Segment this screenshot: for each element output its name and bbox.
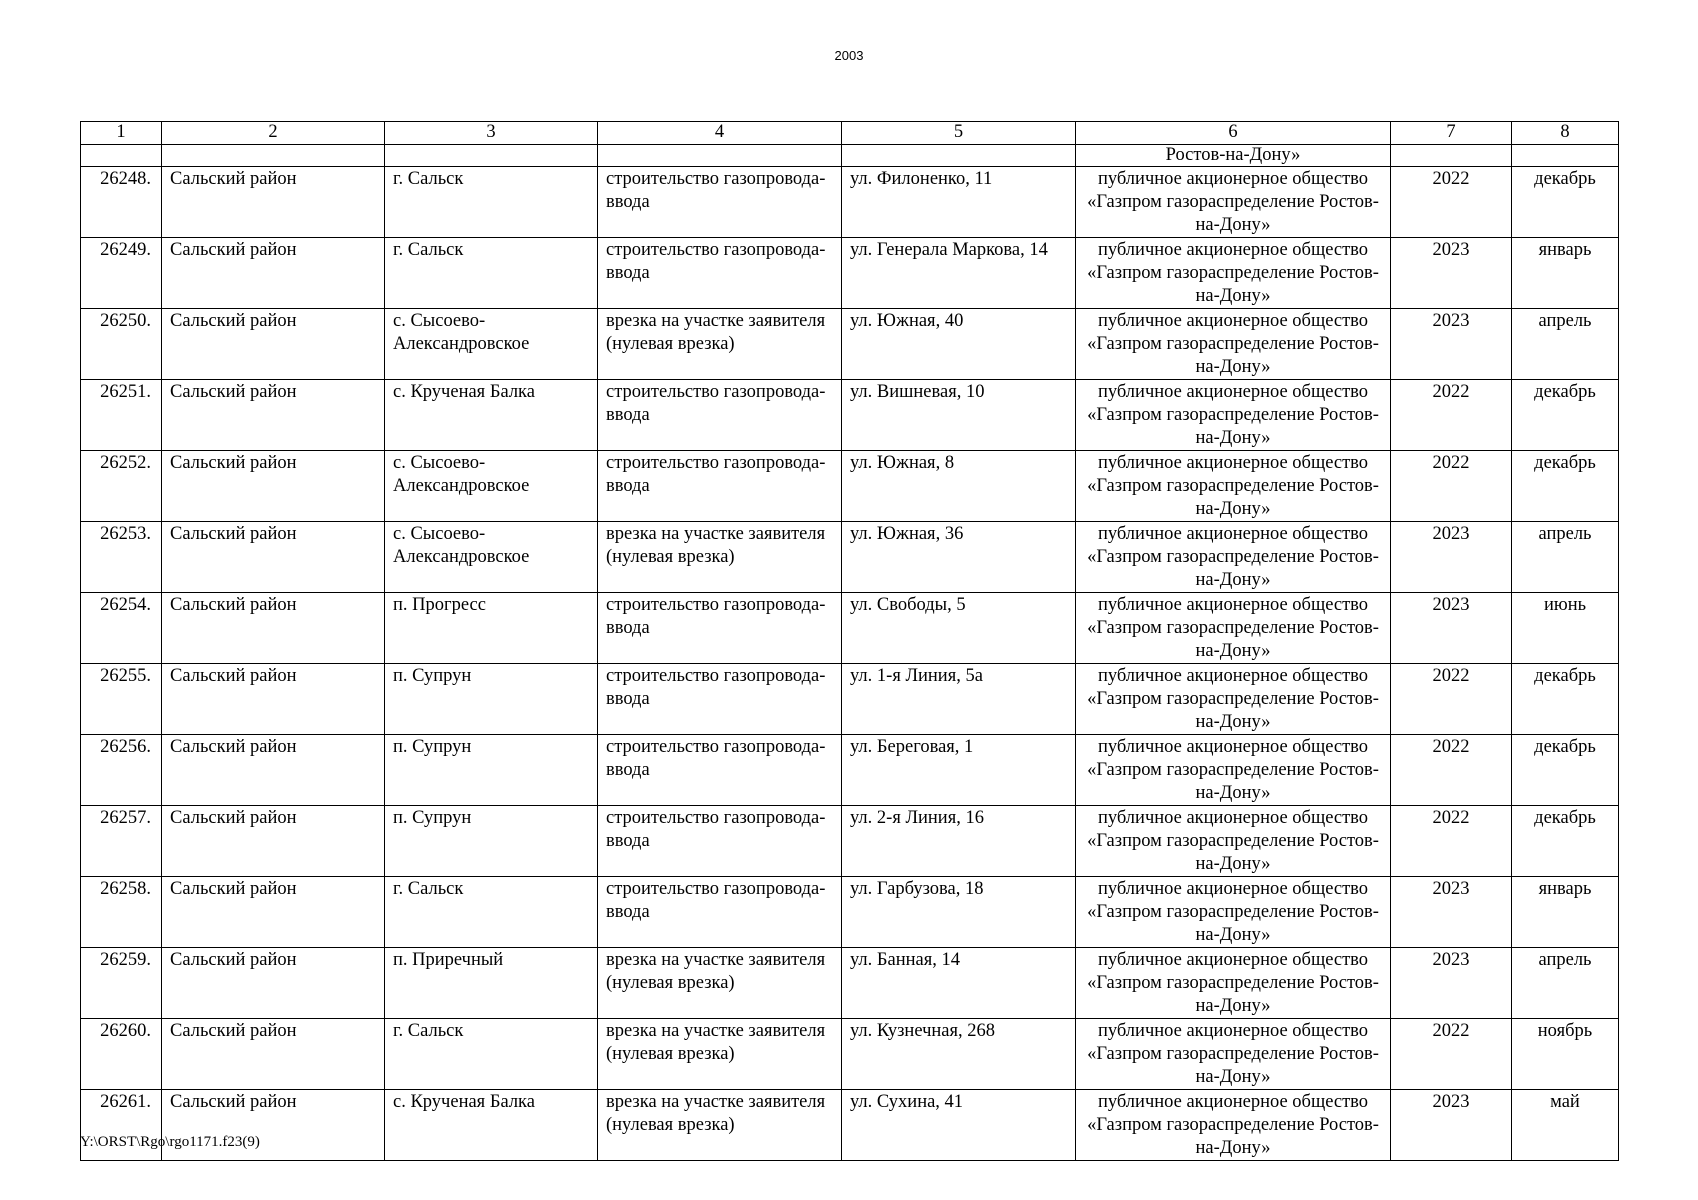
address-cell: ул. Свободы, 5 bbox=[842, 593, 1076, 664]
table-row bbox=[81, 593, 1619, 664]
address-cell: ул. Кузнечная, 268 bbox=[842, 1019, 1076, 1090]
organization-cell: публичное акционерное общество «Газпром газораспределение Ростов-на-Дону» bbox=[1076, 380, 1391, 451]
month-cell: январь bbox=[1512, 238, 1619, 309]
district-cell: Сальский район bbox=[162, 522, 385, 593]
table-cell bbox=[842, 145, 1076, 167]
table-row bbox=[81, 309, 1619, 380]
settlement-cell: с. Крученая Балка bbox=[385, 380, 598, 451]
organization-cell: публичное акционерное общество «Газпром газораспределение Ростов-на-Дону» bbox=[1076, 593, 1391, 664]
district-cell: Сальский район bbox=[162, 451, 385, 522]
district-cell: Сальский район bbox=[162, 877, 385, 948]
district-cell: Сальский район bbox=[162, 167, 385, 238]
row-number-cell: 26252. bbox=[81, 451, 162, 522]
table-row bbox=[81, 877, 1619, 948]
district-cell: Сальский район bbox=[162, 238, 385, 309]
district-cell: Сальский район bbox=[162, 380, 385, 451]
month-cell: декабрь bbox=[1512, 380, 1619, 451]
district-cell: Сальский район bbox=[162, 806, 385, 877]
org-continuation-cell: Ростов-на-Дону» bbox=[1076, 145, 1391, 167]
row-number-cell: 26256. bbox=[81, 735, 162, 806]
work-type-cell: строительство газопровода-ввода bbox=[598, 735, 842, 806]
organization-cell: публичное акционерное общество «Газпром газораспределение Ростов-на-Дону» bbox=[1076, 806, 1391, 877]
work-type-cell: строительство газопровода-ввода bbox=[598, 806, 842, 877]
month-cell: декабрь bbox=[1512, 735, 1619, 806]
table-cell bbox=[385, 145, 598, 167]
organization-cell: публичное акционерное общество «Газпром газораспределение Ростов-на-Дону» bbox=[1076, 238, 1391, 309]
address-cell: ул. Гарбузова, 18 bbox=[842, 877, 1076, 948]
work-type-cell: строительство газопровода-ввода bbox=[598, 664, 842, 735]
header-cell: 2 bbox=[162, 122, 385, 145]
table-row bbox=[81, 806, 1619, 877]
year-cell: 2022 bbox=[1391, 167, 1512, 238]
address-cell: ул. Генерала Маркова, 14 bbox=[842, 238, 1076, 309]
settlement-cell: г. Сальск bbox=[385, 238, 598, 309]
address-cell: ул. Южная, 36 bbox=[842, 522, 1076, 593]
year-cell: 2023 bbox=[1391, 522, 1512, 593]
work-type-cell: строительство газопровода-ввода bbox=[598, 167, 842, 238]
table-row bbox=[81, 948, 1619, 1019]
organization-cell: публичное акционерное общество «Газпром газораспределение Ростов-на-Дону» bbox=[1076, 1090, 1391, 1161]
table-cell bbox=[1391, 145, 1512, 167]
row-number-cell: 26249. bbox=[81, 238, 162, 309]
work-type-cell: строительство газопровода-ввода bbox=[598, 238, 842, 309]
address-cell: ул. 1-я Линия, 5а bbox=[842, 664, 1076, 735]
district-cell: Сальский район bbox=[162, 1090, 385, 1161]
work-type-cell: строительство газопровода-ввода bbox=[598, 877, 842, 948]
work-type-cell: врезка на участке заявителя (нулевая врезка) bbox=[598, 1090, 842, 1161]
district-cell: Сальский район bbox=[162, 309, 385, 380]
district-cell: Сальский район bbox=[162, 948, 385, 1019]
settlement-cell: с. Сысоево-Александровское bbox=[385, 522, 598, 593]
month-cell: апрель bbox=[1512, 309, 1619, 380]
table-cell bbox=[1512, 145, 1619, 167]
organization-cell: публичное акционерное общество «Газпром газораспределение Ростов-на-Дону» bbox=[1076, 1019, 1391, 1090]
header-cell: 5 bbox=[842, 122, 1076, 145]
address-cell: ул. 2-я Линия, 16 bbox=[842, 806, 1076, 877]
settlement-cell: с. Крученая Балка bbox=[385, 1090, 598, 1161]
header-cell: 3 bbox=[385, 122, 598, 145]
row-number-cell: 26259. bbox=[81, 948, 162, 1019]
settlement-cell: г. Сальск bbox=[385, 1019, 598, 1090]
address-cell: ул. Южная, 8 bbox=[842, 451, 1076, 522]
row-number-cell: 26257. bbox=[81, 806, 162, 877]
table-body bbox=[81, 122, 1619, 1161]
row-number-cell: 26253. bbox=[81, 522, 162, 593]
organization-cell: публичное акционерное общество «Газпром газораспределение Ростов-на-Дону» bbox=[1076, 948, 1391, 1019]
table-row bbox=[81, 735, 1619, 806]
year-cell: 2023 bbox=[1391, 1090, 1512, 1161]
page-number: 2003 bbox=[834, 48, 864, 63]
year-cell: 2022 bbox=[1391, 735, 1512, 806]
continuation-row bbox=[81, 145, 1619, 167]
work-type-cell: врезка на участке заявителя (нулевая врезка) bbox=[598, 309, 842, 380]
row-number-cell: 26261. bbox=[81, 1090, 162, 1161]
table-row bbox=[81, 167, 1619, 238]
row-number-cell: 26251. bbox=[81, 380, 162, 451]
address-cell: ул. Южная, 40 bbox=[842, 309, 1076, 380]
work-type-cell: строительство газопровода-ввода bbox=[598, 593, 842, 664]
year-cell: 2022 bbox=[1391, 806, 1512, 877]
district-cell: Сальский район bbox=[162, 664, 385, 735]
settlement-cell: г. Сальск bbox=[385, 167, 598, 238]
month-cell: май bbox=[1512, 1090, 1619, 1161]
header-row bbox=[81, 122, 1619, 145]
row-number-cell: 26250. bbox=[81, 309, 162, 380]
address-cell: ул. Сухина, 41 bbox=[842, 1090, 1076, 1161]
header-cell: 4 bbox=[598, 122, 842, 145]
header-cell: 7 bbox=[1391, 122, 1512, 145]
table-cell bbox=[162, 145, 385, 167]
year-cell: 2023 bbox=[1391, 309, 1512, 380]
organization-cell: публичное акционерное общество «Газпром газораспределение Ростов-на-Дону» bbox=[1076, 167, 1391, 238]
work-type-cell: врезка на участке заявителя (нулевая врезка) bbox=[598, 948, 842, 1019]
table-row bbox=[81, 380, 1619, 451]
month-cell: декабрь bbox=[1512, 167, 1619, 238]
year-cell: 2022 bbox=[1391, 451, 1512, 522]
table-cell bbox=[598, 145, 842, 167]
district-cell: Сальский район bbox=[162, 593, 385, 664]
header-cell: 6 bbox=[1076, 122, 1391, 145]
file-path-footer: Y:\ORST\Rgo\rgo1171.f23(9) bbox=[80, 1134, 260, 1150]
organization-cell: публичное акционерное общество «Газпром газораспределение Ростов-на-Дону» bbox=[1076, 451, 1391, 522]
table-row bbox=[81, 664, 1619, 735]
settlement-cell: п. Прогресс bbox=[385, 593, 598, 664]
work-type-cell: строительство газопровода-ввода bbox=[598, 451, 842, 522]
district-cell: Сальский район bbox=[162, 735, 385, 806]
address-cell: ул. Банная, 14 bbox=[842, 948, 1076, 1019]
header-cell: 1 bbox=[81, 122, 162, 145]
table-row bbox=[81, 1019, 1619, 1090]
organization-cell: публичное акционерное общество «Газпром газораспределение Ростов-на-Дону» bbox=[1076, 664, 1391, 735]
organization-cell: публичное акционерное общество «Газпром газораспределение Ростов-на-Дону» bbox=[1076, 735, 1391, 806]
work-type-cell: врезка на участке заявителя (нулевая врезка) bbox=[598, 522, 842, 593]
address-cell: ул. Филоненко, 11 bbox=[842, 167, 1076, 238]
document-table bbox=[80, 121, 1619, 1161]
year-cell: 2022 bbox=[1391, 664, 1512, 735]
row-number-cell: 26260. bbox=[81, 1019, 162, 1090]
month-cell: июнь bbox=[1512, 593, 1619, 664]
year-cell: 2023 bbox=[1391, 948, 1512, 1019]
row-number-cell: 26248. bbox=[81, 167, 162, 238]
settlement-cell: с. Сысоево-Александровское bbox=[385, 451, 598, 522]
month-cell: январь bbox=[1512, 877, 1619, 948]
table-row bbox=[81, 1090, 1619, 1161]
organization-cell: публичное акционерное общество «Газпром газораспределение Ростов-на-Дону» bbox=[1076, 522, 1391, 593]
month-cell: декабрь bbox=[1512, 664, 1619, 735]
settlement-cell: п. Супрун bbox=[385, 735, 598, 806]
month-cell: ноябрь bbox=[1512, 1019, 1619, 1090]
month-cell: апрель bbox=[1512, 522, 1619, 593]
address-cell: ул. Береговая, 1 bbox=[842, 735, 1076, 806]
settlement-cell: п. Приречный bbox=[385, 948, 598, 1019]
year-cell: 2023 bbox=[1391, 593, 1512, 664]
settlement-cell: п. Супрун bbox=[385, 806, 598, 877]
header-cell: 8 bbox=[1512, 122, 1619, 145]
organization-cell: публичное акционерное общество «Газпром газораспределение Ростов-на-Дону» bbox=[1076, 877, 1391, 948]
table-cell bbox=[81, 145, 162, 167]
row-number-cell: 26255. bbox=[81, 664, 162, 735]
month-cell: декабрь bbox=[1512, 806, 1619, 877]
work-type-cell: врезка на участке заявителя (нулевая врезка) bbox=[598, 1019, 842, 1090]
address-cell: ул. Вишневая, 10 bbox=[842, 380, 1076, 451]
settlement-cell: г. Сальск bbox=[385, 877, 598, 948]
table-row bbox=[81, 522, 1619, 593]
month-cell: декабрь bbox=[1512, 451, 1619, 522]
organization-cell: публичное акционерное общество «Газпром газораспределение Ростов-на-Дону» bbox=[1076, 309, 1391, 380]
month-cell: апрель bbox=[1512, 948, 1619, 1019]
table-row bbox=[81, 451, 1619, 522]
work-type-cell: строительство газопровода-ввода bbox=[598, 380, 842, 451]
year-cell: 2023 bbox=[1391, 238, 1512, 309]
district-cell: Сальский район bbox=[162, 1019, 385, 1090]
row-number-cell: 26258. bbox=[81, 877, 162, 948]
year-cell: 2022 bbox=[1391, 1019, 1512, 1090]
year-cell: 2023 bbox=[1391, 877, 1512, 948]
year-cell: 2022 bbox=[1391, 380, 1512, 451]
settlement-cell: с. Сысоево-Александровское bbox=[385, 309, 598, 380]
settlement-cell: п. Супрун bbox=[385, 664, 598, 735]
table-row bbox=[81, 238, 1619, 309]
row-number-cell: 26254. bbox=[81, 593, 162, 664]
